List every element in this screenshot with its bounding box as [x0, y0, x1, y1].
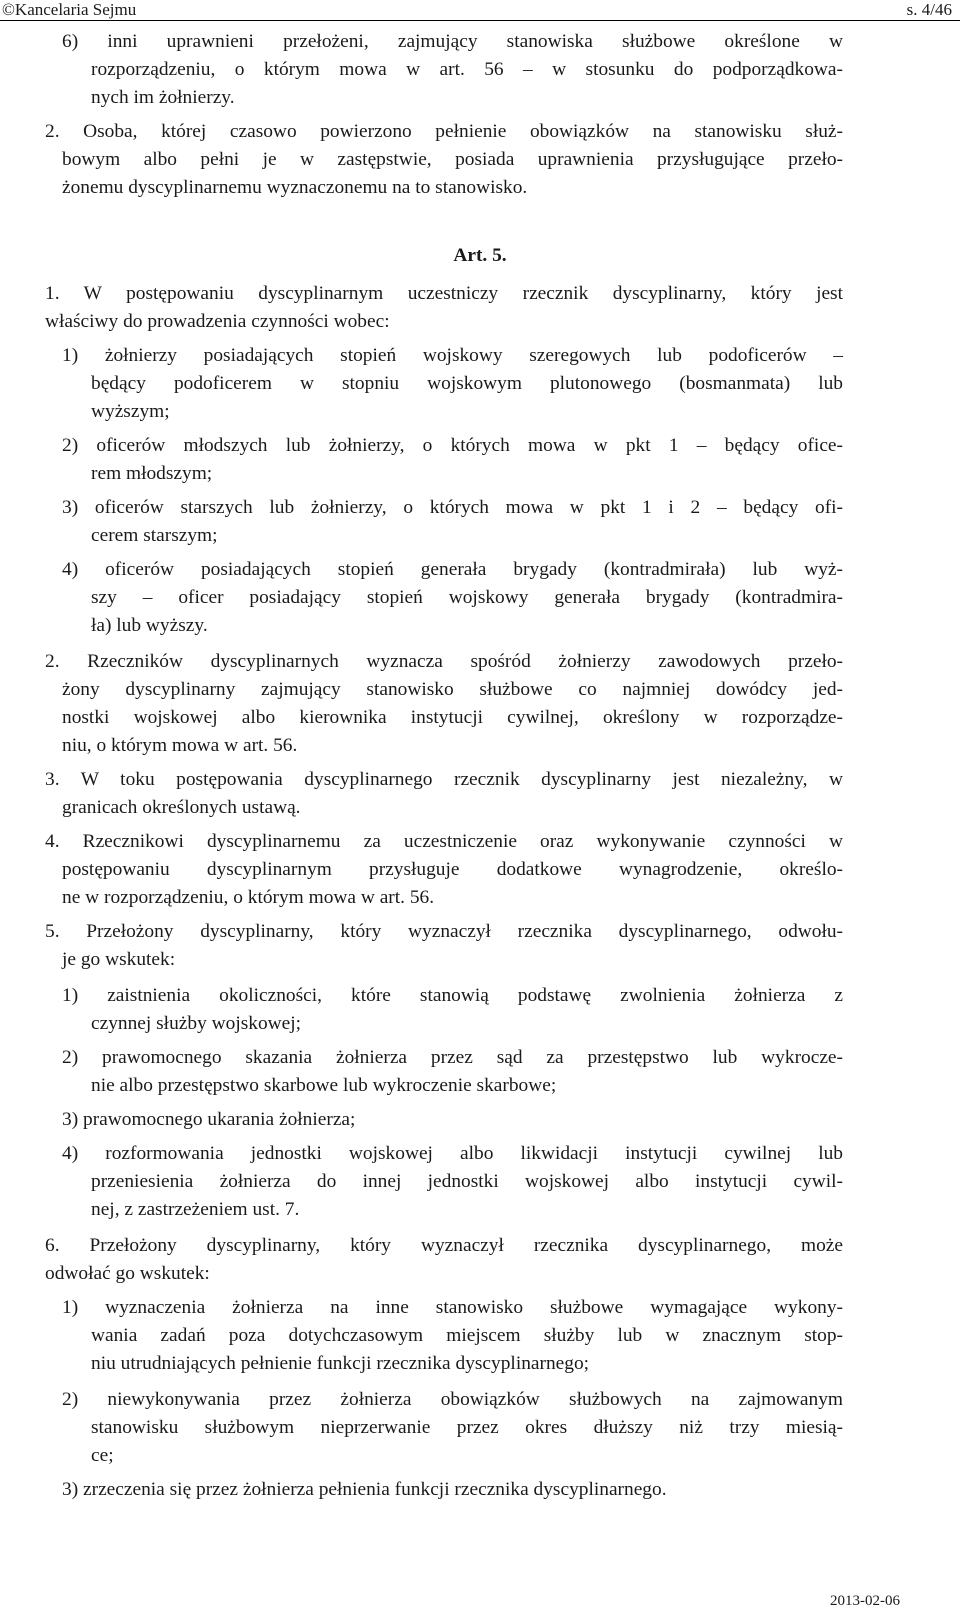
text-line: bowym albo pełni je w zastępstwie, posiada uprawnienia przysługujące przeło- — [62, 149, 843, 170]
text-line: żony dyscyplinarny zajmujący stanowisko służbowe co najmniej dowódcy jed- — [62, 679, 843, 700]
text-line: niu, o którym mowa w art. 56. — [62, 735, 298, 756]
text-line: będący podoficerem w stopniu wojskowym plutonowego (bosmanmata) lub — [91, 373, 843, 394]
text-line: czynnej służby wojskowej; — [91, 1013, 302, 1034]
text-line: ne w rozporządzeniu, o którym mowa w art. 56. — [62, 887, 435, 908]
text-line: ce; — [91, 1445, 114, 1466]
text-line: 3) prawomocnego ukarania żołnierza; — [62, 1109, 356, 1130]
text-line: 5. Przełożony dyscyplinarny, który wyznaczył rzecznika dyscyplinarnego, odwołu- — [45, 921, 843, 942]
text-line: 3) oficerów starszych lub żołnierzy, o których mowa w pkt 1 i 2 – będący ofi- — [62, 497, 843, 518]
text-line: cerem starszym; — [91, 525, 218, 546]
article-heading: Art. 5. — [453, 245, 507, 266]
text-line: nostki wojskowej albo kierownika instytucji cywilnej, określony w rozporządze- — [62, 707, 843, 728]
text-line: 2) oficerów młodszych lub żołnierzy, o których mowa w pkt 1 – będący ofice- — [62, 435, 843, 456]
header-divider — [0, 20, 960, 21]
text-line: 4) oficerów posiadających stopień generała brygady (kontradmirała) lub wyż- — [62, 559, 843, 580]
header-page-number: s. 4/46 — [906, 0, 952, 19]
text-line: właściwy do prowadzenia czynności wobec: — [45, 311, 390, 332]
text-line: żonemu dyscyplinarnemu wyznaczonemu na to stanowisko. — [62, 177, 528, 198]
text-line: nej, z zastrzeżeniem ust. 7. — [91, 1199, 300, 1220]
footer-date: 2013-02-06 — [830, 1593, 900, 1609]
text-line: wania zadań poza dotychczasowym miejscem służby lub w znacznym stop- — [91, 1325, 843, 1346]
text-line: 2) niewykonywania przez żołnierza obowiązków służbowych na zajmowanym — [62, 1389, 843, 1410]
text-line: nie albo przestępstwo skarbowe lub wykroczenie skarbowe; — [91, 1075, 557, 1096]
text-line: postępowaniu dyscyplinarnym przysługuje dodatkowe wynagrodzenie, określo- — [62, 859, 843, 880]
text-line: przeniesienia żołnierza do innej jednostki wojskowej albo instytucji cywil- — [91, 1171, 843, 1192]
text-line: 3) zrzeczenia się przez żołnierza pełnienia funkcji rzecznika dyscyplinarnego. — [62, 1479, 667, 1500]
text-line: 4. Rzecznikowi dyscyplinarnemu za uczestniczenie oraz wykonywanie czynności w — [45, 831, 843, 852]
text-line: nych im żołnierzy. — [91, 87, 235, 108]
text-line: 1) wyznaczenia żołnierza na inne stanowisko służbowe wymagające wykony- — [62, 1297, 843, 1318]
text-line: odwołać go wskutek: — [45, 1263, 210, 1284]
text-line: je go wskutek: — [62, 949, 176, 970]
text-line: 2) prawomocnego skazania żołnierza przez sąd za przestępstwo lub wykrocze- — [62, 1047, 843, 1068]
text-line: 6) inni uprawnieni przełożeni, zajmujący stanowiska służbowe określone w — [62, 31, 843, 52]
text-line: 1. W postępowaniu dyscyplinarnym uczestniczy rzecznik dyscyplinarny, który jest — [45, 283, 843, 304]
text-line: ła) lub wyższy. — [91, 615, 208, 636]
text-line: wyższym; — [91, 401, 170, 422]
text-line: rozporządzeniu, o którym mowa w art. 56 – w stosunku do podporządkowa- — [91, 59, 843, 80]
text-line: 2. Rzeczników dyscyplinarnych wyznacza spośród żołnierzy zawodowych przeło- — [45, 651, 843, 672]
text-line: niu utrudniających pełnienie funkcji rzecznika dyscyplinarnego; — [91, 1353, 590, 1374]
text-line: szy – oficer posiadający stopień wojskowy generała brygady (kontradmira- — [91, 587, 843, 608]
header-copyright: ©Kancelaria Sejmu — [2, 0, 137, 19]
text-line: 6. Przełożony dyscyplinarny, który wyznaczył rzecznika dyscyplinarnego, może — [45, 1235, 843, 1256]
text-line: 2. Osoba, której czasowo powierzono pełnienie obowiązków na stanowisku służ- — [45, 121, 843, 142]
text-line: granicach określonych ustawą. — [62, 797, 301, 818]
text-line: stanowisku służbowym nieprzerwanie przez okres dłuższy niż trzy miesią- — [91, 1417, 843, 1438]
text-line: 1) żołnierzy posiadających stopień wojskowy szeregowych lub podoficerów – — [62, 345, 843, 366]
text-line: 3. W toku postępowania dyscyplinarnego rzecznik dyscyplinarny jest niezależny, w — [45, 769, 843, 790]
text-line: rem młodszym; — [91, 463, 213, 484]
text-line: 1) zaistnienia okoliczności, które stanowią podstawę zwolnienia żołnierza z — [62, 985, 843, 1006]
text-line: 4) rozformowania jednostki wojskowej albo likwidacji instytucji cywilnej lub — [62, 1143, 843, 1164]
